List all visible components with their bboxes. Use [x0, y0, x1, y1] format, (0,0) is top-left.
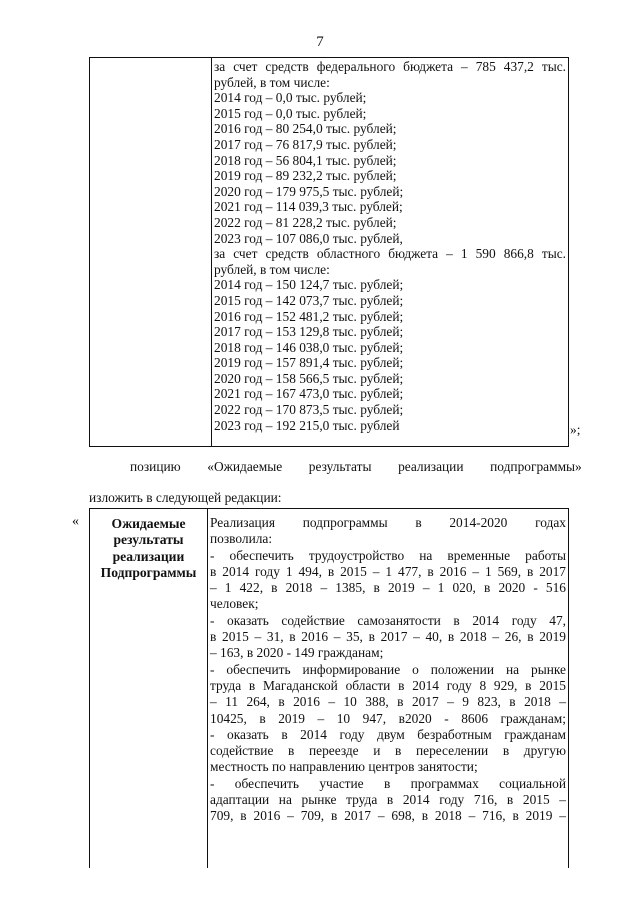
header-line: Ожидаемые — [111, 516, 186, 531]
paragraph-word: подпрограммы» — [490, 459, 582, 474]
text-line: – 1 422, в 2018 – 1385, в 2019 – 1 020, в 2020 - 516 — [210, 580, 566, 596]
paragraph-word: «Ожидаемые — [207, 459, 283, 474]
text-line: Реализация подпрограммы в 2014-2020 годах — [210, 515, 566, 530]
header-line: реализации — [112, 548, 185, 564]
text-line: рублей, в том числе: — [214, 74, 330, 90]
text-line: - оказать содействие самозанятости в 2014 году 47, — [210, 612, 566, 628]
text-line: 2017 год – 76 817,9 тыс. рублей; — [214, 136, 397, 152]
text-line: 2023 год – 192 215,0 тыс. рублей — [214, 417, 400, 433]
text-line: рублей, в том числе: — [214, 261, 330, 277]
text-line: за счет средств федерального бюджета – 785 437,2 тыс. — [214, 59, 566, 74]
text-line: – 163, в 2020 - 149 гражданам; — [210, 645, 384, 661]
text-line: 2022 год – 170 873,5 тыс. рублей; — [214, 402, 404, 418]
funding-cell — [214, 59, 566, 433]
text-line: – 11 264, в 2016 – 10 388, в 2017 – 9 823, в 2018 – — [210, 694, 566, 710]
text-line: 2016 год – 80 254,0 тыс. рублей; — [214, 121, 397, 137]
text-line: 2020 год – 179 975,5 тыс. рублей; — [214, 183, 404, 199]
text-line: 2015 год – 142 073,7 тыс. рублей; — [214, 292, 404, 308]
text-line: 2022 год – 81 228,2 тыс. рублей; — [214, 214, 397, 230]
text-line: в 2015 – 31, в 2016 – 35, в 2017 – 40, в 2018 – 26, в 2019 — [210, 629, 566, 645]
results-table — [89, 508, 569, 868]
column-divider — [207, 509, 208, 868]
page-number: 7 — [316, 34, 324, 50]
text-line: 2015 год – 0,0 тыс. рублей; — [214, 105, 367, 121]
text-line: 2023 год – 107 086,0 тыс. рублей, — [214, 230, 403, 246]
text-line: - обеспечить трудоустройство на временные работы — [210, 547, 566, 563]
text-line: 2018 год – 56 804,1 тыс. рублей; — [214, 152, 397, 168]
edition-paragraph: изложить в следующей редакции: — [89, 490, 282, 505]
text-line: 2018 год – 146 038,0 тыс. рублей; — [214, 339, 404, 355]
header-line: результаты — [113, 532, 184, 548]
text-line: 709, в 2016 – 709, в 2017 – 698, в 2018 – 716, в 2019 – — [210, 808, 566, 824]
results-cell — [210, 515, 566, 825]
text-line: - оказать в 2014 году двум безработным гражданам — [210, 726, 566, 742]
text-line: 2017 год – 153 129,8 тыс. рублей; — [214, 324, 404, 340]
text-line: в 2014 году 1 494, в 2015 – 1 477, в 2016 – 1 569, в 2017 — [210, 563, 566, 579]
paragraph-word: результаты — [308, 459, 372, 474]
paragraph-word: реализации — [398, 459, 464, 474]
text-line: адаптации на рынке труда в 2014 году 716, в 2015 – — [210, 792, 566, 808]
funding-table — [89, 57, 569, 447]
opening-quote: « — [72, 514, 79, 529]
text-line: труда в Магаданской области в 2014 году 8 929, в 2015 — [210, 677, 566, 693]
text-line: 2020 год – 158 566,5 тыс. рублей; — [214, 370, 404, 386]
text-line: 2021 год – 167 473,0 тыс. рублей; — [214, 386, 404, 402]
header-line: Подпрограммы — [100, 565, 197, 581]
text-line: содействие в переезде и в переселении в другую — [210, 743, 566, 759]
text-line: - обеспечить участие в программах социальной — [210, 775, 566, 791]
column-divider — [211, 58, 212, 446]
text-line: человек; — [210, 596, 259, 612]
text-line: 2021 год – 114 039,3 тыс. рублей; — [214, 199, 403, 215]
text-line: 2014 год – 0,0 тыс. рублей; — [214, 90, 367, 106]
position-paragraph — [130, 459, 582, 475]
text-line: 10425, в 2019 – 10 947, в2020 - 8606 гражданам; — [210, 710, 566, 726]
text-line: - обеспечить информирование о положении на рынке — [210, 661, 566, 677]
text-line: 2019 год – 157 891,4 тыс. рублей; — [214, 355, 404, 371]
text-line: позволила: — [210, 531, 273, 547]
results-header-cell — [90, 516, 207, 582]
closing-quote: »; — [570, 422, 581, 437]
text-line: за счет средств областного бюджета – 1 590 866,8 тыс. — [214, 246, 566, 262]
paragraph-word: позицию — [130, 459, 181, 474]
text-line: 2014 год – 150 124,7 тыс. рублей; — [214, 277, 404, 293]
text-line: 2016 год – 152 481,2 тыс. рублей; — [214, 308, 404, 324]
text-line: 2019 год – 89 232,2 тыс. рублей; — [214, 168, 397, 184]
text-line: местность по направлению центров занятости; — [210, 759, 478, 775]
